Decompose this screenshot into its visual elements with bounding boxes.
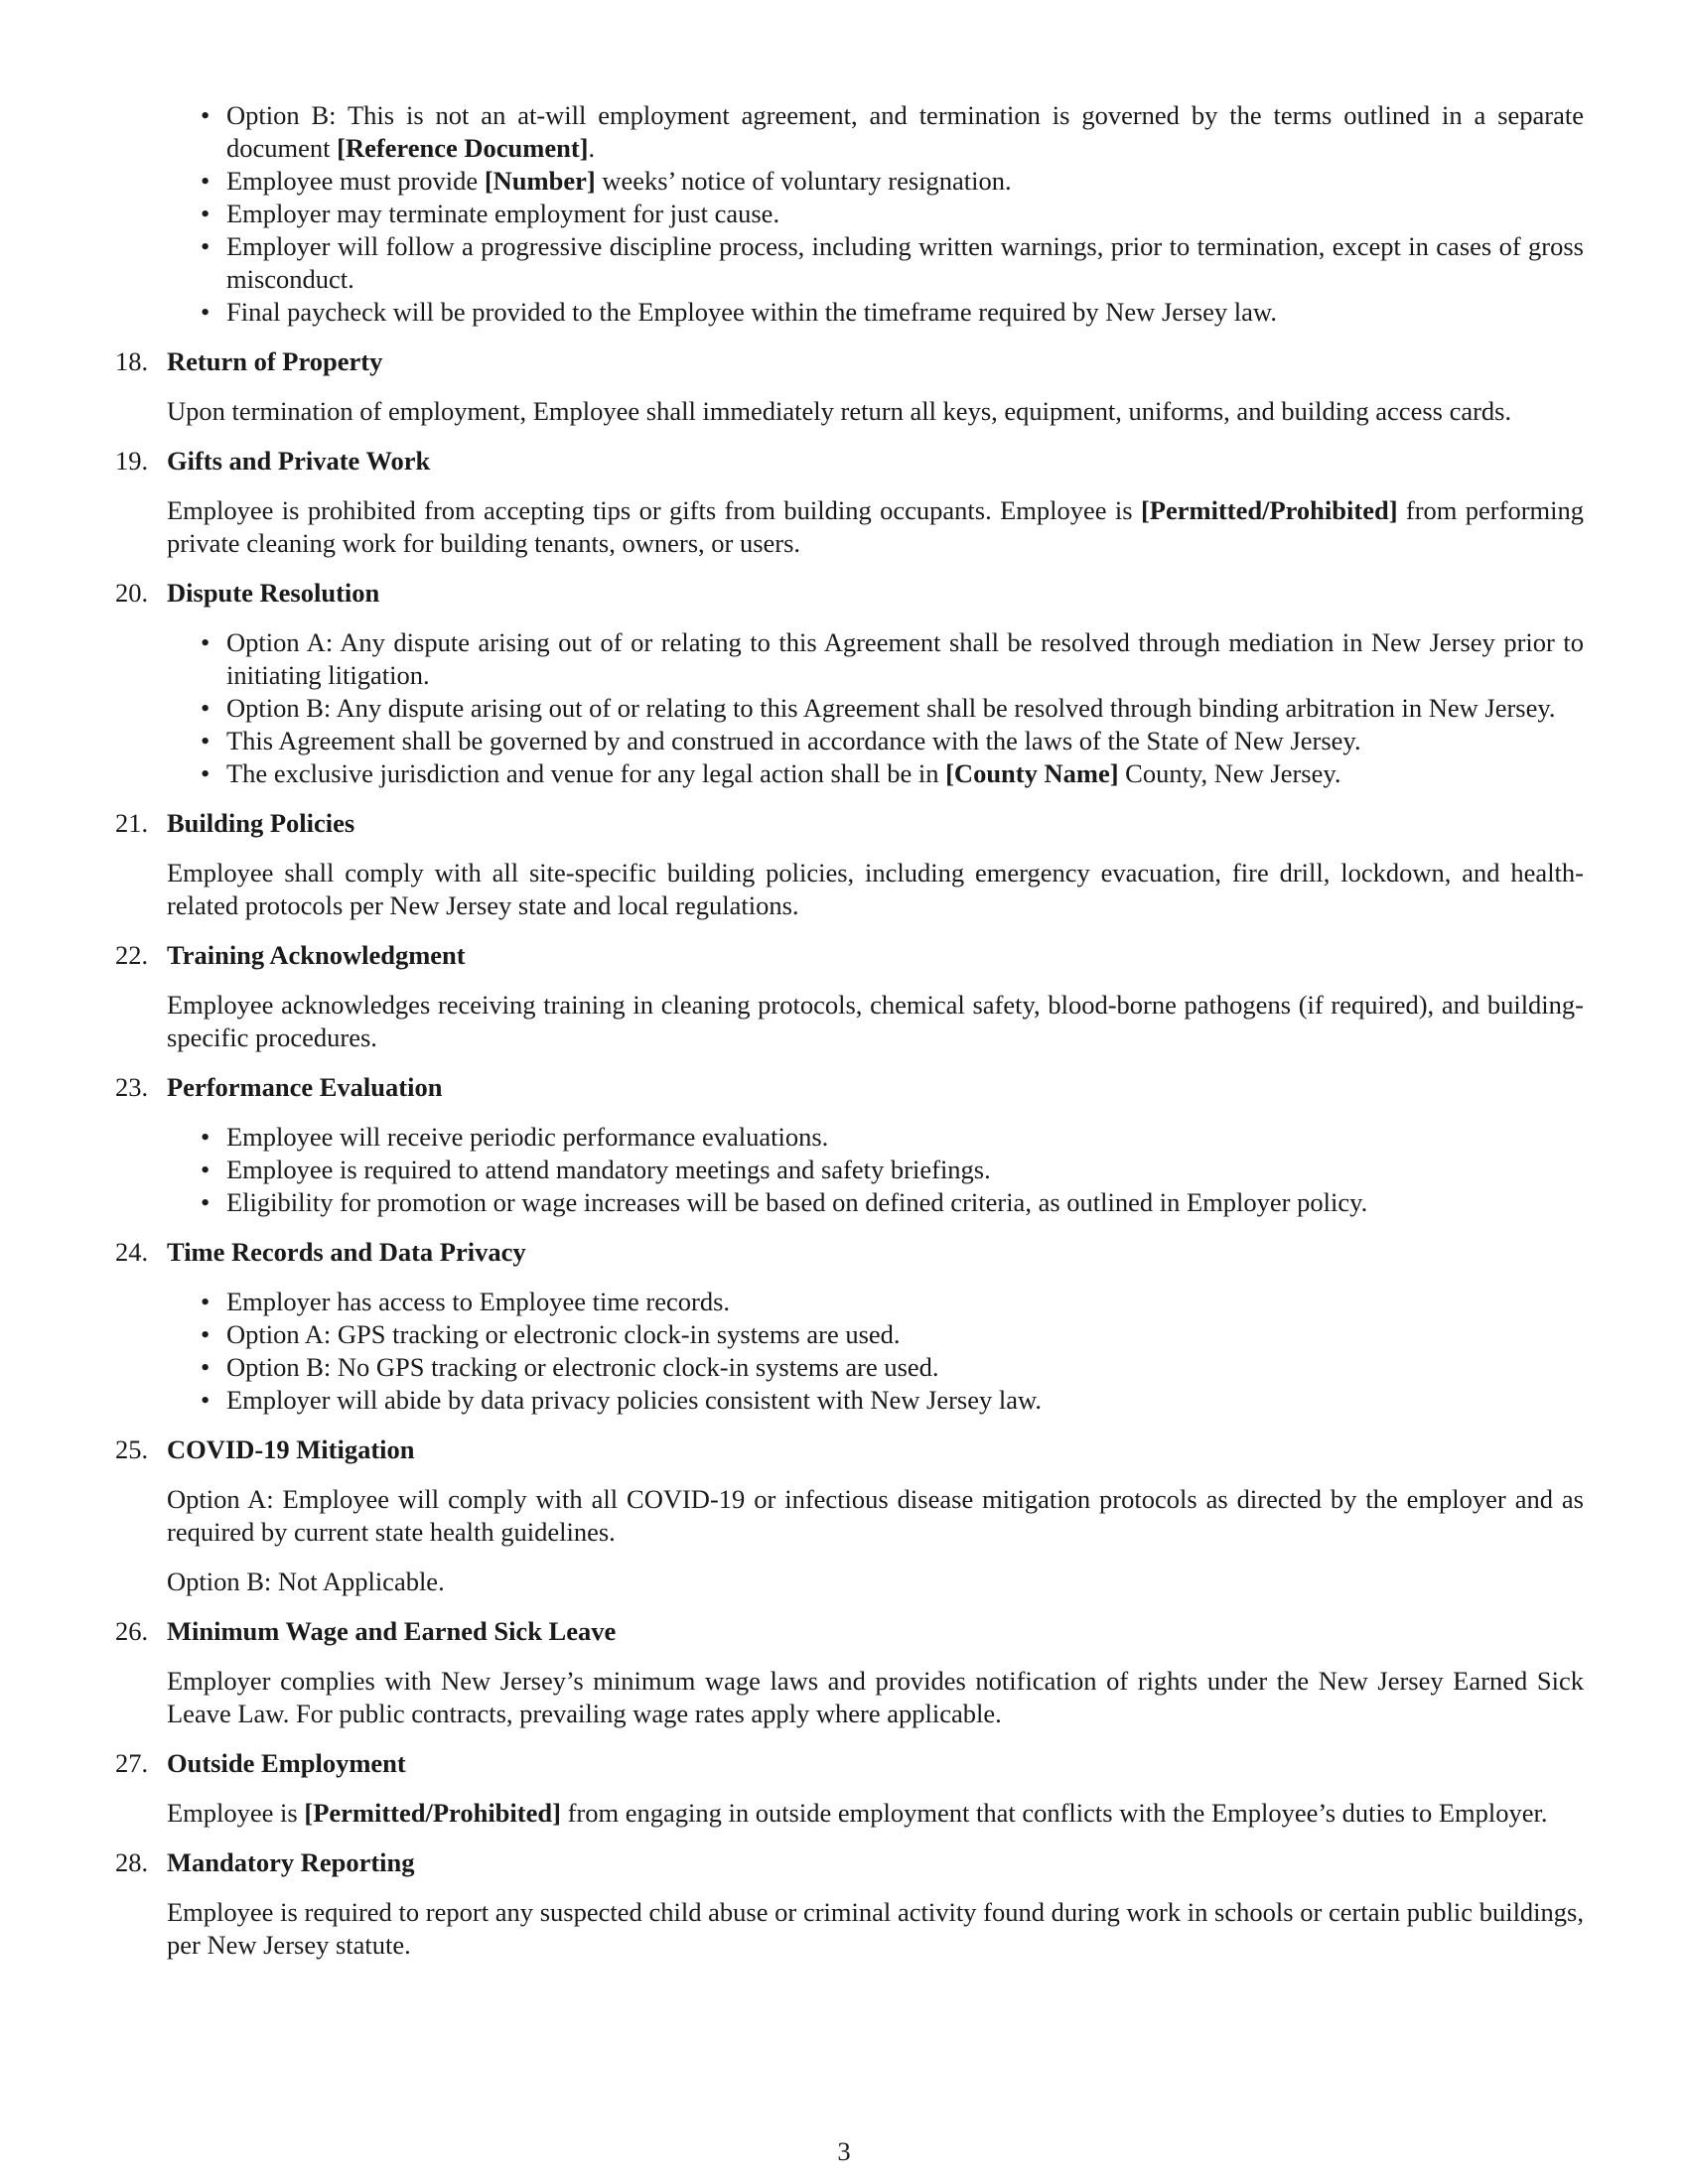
section-paragraph: Employee is [Permitted/Prohibited] from engaging in outside employment that conflicts with the Employee’s duties to Employer. — [167, 1798, 1548, 1828]
section-title: Time Records and Data Privacy — [167, 1237, 526, 1267]
section-number: 22. — [115, 940, 149, 970]
section-number: 23. — [115, 1072, 149, 1102]
section-heading — [115, 807, 1584, 840]
section-heading — [115, 1071, 1584, 1104]
list-item: • Employee will receive periodic performance evaluations. — [226, 1121, 1584, 1154]
list-item: • Eligibility for promotion or wage increases will be based on defined criteria, as outlined in Employer policy. — [226, 1186, 1584, 1219]
section-paragraph: Upon termination of employment, Employee shall immediately return all keys, equipment, uniforms, and building access cards. — [167, 396, 1512, 426]
dispute-bullet-list — [167, 626, 1584, 790]
section-heading — [115, 445, 1584, 478]
section-performance-evaluation — [115, 1071, 1584, 1219]
section-number: 19. — [115, 446, 149, 476]
section-number: 21. — [115, 808, 149, 838]
section-heading — [115, 1615, 1584, 1648]
section-paragraph: Employee shall comply with all site-specific building policies, including emergency evacuation, fire drill, lockdown, and health-related protocols per New Jersey state and local regulations. — [167, 858, 1584, 920]
section-paragraph: Employee is required to report any suspected child abuse or criminal activity found during work in schools or certain public buildings, per New Jersey statute. — [167, 1897, 1584, 1960]
section-outside-employment — [115, 1747, 1584, 1830]
section-number: 25. — [115, 1434, 149, 1464]
list-item: • Option A: GPS tracking or electronic clock-in systems are used. — [226, 1318, 1584, 1351]
section-title: Return of Property — [167, 346, 383, 376]
section-heading — [115, 577, 1584, 610]
section-title: Mandatory Reporting — [167, 1847, 415, 1877]
section-paragraph: Employer complies with New Jersey’s minimum wage laws and provides notification of rights under the New Jersey Earned Sick Leave Law. For public contracts, prevailing wage rates apply where applicable. — [167, 1666, 1584, 1728]
list-item: • Option B: No GPS tracking or electronic clock-in systems are used. — [226, 1351, 1584, 1384]
section-title: Dispute Resolution — [167, 578, 380, 608]
list-item: • Option A: Any dispute arising out of or relating to this Agreement shall be resolved through mediation in New Jersey prior to initiating litigation. — [226, 626, 1584, 692]
section-return-of-property — [115, 345, 1584, 428]
section-heading — [115, 1747, 1584, 1780]
section-title: Minimum Wage and Earned Sick Leave — [167, 1616, 617, 1646]
section-number: 26. — [115, 1616, 149, 1646]
section-gifts-and-private-work — [115, 445, 1585, 560]
list-item: • Final paycheck will be provided to the Employee within the timeframe required by New Jersey law. — [226, 296, 1584, 329]
section-number: 20. — [115, 578, 149, 608]
section-paragraph: Option A: Employee will comply with all COVID-19 or infectious disease mitigation protocols as directed by the employer and as required by current state health guidelines. — [167, 1484, 1584, 1547]
list-item: • The exclusive jurisdiction and venue for any legal action shall be in [County Name] County, New Jersey. — [226, 757, 1584, 790]
section-title: Building Policies — [167, 808, 355, 838]
list-item: • Option B: This is not an at-will employment agreement, and termination is governed by the terms outlined in a separate document [Reference Document]. — [226, 99, 1584, 165]
section-mandatory-reporting — [115, 1846, 1584, 1962]
section-covid-mitigation — [115, 1433, 1584, 1598]
time-records-bullet-list — [167, 1286, 1584, 1417]
section-title: Performance Evaluation — [167, 1072, 443, 1102]
section-heading — [115, 1433, 1584, 1466]
section-paragraph: Employee is prohibited from accepting tips or gifts from building occupants. Employee is [Permitted/Prohibited] from performing private cleaning work for building tenants, owners, or users. — [167, 495, 1585, 558]
section-title: Outside Employment — [167, 1748, 406, 1778]
list-item: • Employer will abide by data privacy policies consistent with New Jersey law. — [226, 1384, 1584, 1417]
list-item: • Employee is required to attend mandatory meetings and safety briefings. — [226, 1154, 1584, 1186]
section-training-acknowledgment — [115, 939, 1584, 1054]
section-title: Training Acknowledgment — [167, 940, 466, 970]
section-number: 18. — [115, 346, 149, 376]
termination-bullet-list — [167, 99, 1584, 329]
section-paragraph: Employee acknowledges receiving training in cleaning protocols, chemical safety, blood-borne pathogens (if required), and building-specific procedures. — [167, 990, 1584, 1052]
section-paragraph: Option B: Not Applicable. — [167, 1567, 445, 1596]
performance-bullet-list — [167, 1121, 1584, 1219]
section-number: 24. — [115, 1237, 149, 1267]
section-heading — [115, 1236, 1584, 1269]
section-title: COVID-19 Mitigation — [167, 1434, 415, 1464]
section-dispute-resolution — [115, 577, 1584, 790]
page-number: 3 — [837, 2136, 851, 2166]
list-item: • Employee must provide [Number] weeks’ notice of voluntary resignation. — [226, 165, 1584, 198]
section-time-records — [115, 1236, 1584, 1417]
list-item: • Option B: Any dispute arising out of or relating to this Agreement shall be resolved through binding arbitration in New Jersey. — [226, 692, 1584, 725]
list-item: • This Agreement shall be governed by and construed in accordance with the laws of the State of New Jersey. — [226, 725, 1584, 757]
section-building-policies — [115, 807, 1584, 922]
section-minimum-wage — [115, 1615, 1584, 1730]
section-heading — [115, 1846, 1584, 1879]
section-number: 27. — [115, 1748, 149, 1778]
section-heading — [115, 939, 1584, 972]
list-item: • Employer will follow a progressive discipline process, including written warnings, prior to termination, except in cases of gross misconduct. — [226, 230, 1584, 296]
section-heading — [115, 345, 1584, 378]
document-body — [115, 99, 1585, 1962]
list-item: • Employer may terminate employment for just cause. — [226, 198, 1584, 230]
section-title: Gifts and Private Work — [167, 446, 431, 476]
list-item: • Employer has access to Employee time records. — [226, 1286, 1584, 1318]
section-number: 28. — [115, 1847, 149, 1877]
